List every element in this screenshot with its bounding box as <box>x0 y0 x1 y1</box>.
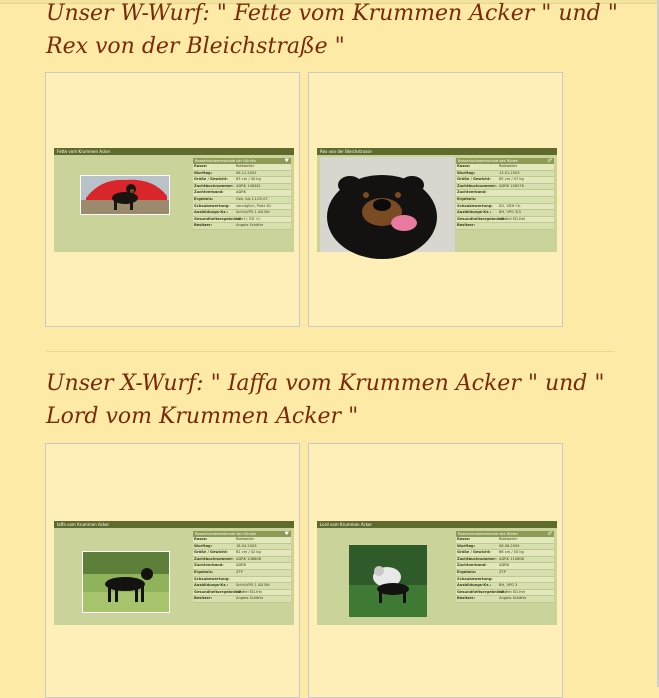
info-key: Ergebnis: <box>457 196 477 201</box>
info-row <box>456 210 554 217</box>
info-key: Rasse: <box>194 164 208 168</box>
info-row <box>456 590 554 597</box>
info-key: Gesundheitsergebnisse: <box>457 589 507 594</box>
info-row <box>193 217 291 224</box>
info-row <box>193 570 291 577</box>
male-icon: ♂ <box>547 531 552 537</box>
info-row <box>193 204 291 211</box>
info-row <box>193 537 291 544</box>
info-value <box>499 197 554 203</box>
info-value: Rottweiler <box>499 537 518 541</box>
info-row <box>456 197 554 204</box>
info-key: Ausbildungs-Kz.: <box>457 583 492 588</box>
dog-info-table <box>193 531 291 603</box>
male-icon: ♂ <box>547 158 552 164</box>
info-value: ADRK <box>499 563 510 568</box>
info-value: Angela Schäfer <box>236 596 264 601</box>
info-key: Zuchtbuchnummer: <box>194 183 234 188</box>
info-row <box>193 210 291 217</box>
info-header <box>193 158 291 164</box>
dog-photo <box>320 157 455 252</box>
info-row <box>193 223 291 230</box>
info-key: Größe / Gewicht: <box>457 177 491 182</box>
info-row <box>456 596 554 603</box>
card-header: Iaffa vom Krummen Acker <box>54 521 294 528</box>
info-row <box>193 197 291 204</box>
info-row <box>456 577 554 584</box>
section-title-x-wurf: Unser X-Wurf: " Iaffa vom Krummen Acker " und " Lord vom Krummen Acker " <box>46 371 605 429</box>
info-value: 13.01.2003 <box>499 170 520 175</box>
info-key: Schaubewertung: <box>194 203 230 208</box>
info-row <box>456 184 554 191</box>
info-key: Schaubewertung: <box>457 576 493 581</box>
thumbnail-rex[interactable] <box>308 72 563 327</box>
info-key: Wurftag: <box>457 170 476 175</box>
dog-photo <box>82 551 170 613</box>
info-row <box>193 590 291 597</box>
info-value: HD +/- ED +/- <box>236 216 261 221</box>
info-row <box>456 570 554 577</box>
info-value: ADRK 106461 <box>236 183 261 188</box>
section-divider <box>46 351 614 352</box>
info-value: BH, VPG 3 <box>499 583 518 588</box>
info-value: Gek. bis 11.05.07 <box>236 196 268 201</box>
card-header: Lord vom Krummen Acker <box>317 521 557 528</box>
info-row <box>456 164 554 171</box>
info-key: Größe / Gewicht: <box>194 550 228 555</box>
dog-card <box>317 521 557 625</box>
info-key: Ergebnis: <box>194 569 214 574</box>
info-row <box>193 550 291 557</box>
info-value: 08.08.2004 <box>499 543 520 548</box>
info-key: Zuchtverband: <box>194 563 224 568</box>
info-key: Besitzer: <box>194 223 213 228</box>
info-value <box>499 577 554 583</box>
info-key: Rasse: <box>457 164 471 168</box>
info-key: Ausbildungs-Kz.: <box>457 210 492 215</box>
info-key: Ausbildungs-Kz.: <box>194 583 229 588</box>
thumbnail-lord[interactable] <box>308 443 563 698</box>
info-header <box>456 531 554 537</box>
info-row <box>456 550 554 557</box>
info-title: Rassehundemerkmale der Hündin <box>195 159 257 163</box>
info-key: Größe / Gewicht: <box>194 177 228 182</box>
info-title: Rassehundemerkmale des Rüden <box>458 159 519 163</box>
info-row <box>456 177 554 184</box>
info-value: Rottweiler <box>236 537 255 541</box>
info-key: Besitzer: <box>457 223 476 228</box>
info-value: HD-frei ED-frei <box>499 589 525 594</box>
dog-info-table <box>456 158 554 230</box>
info-row <box>193 190 291 197</box>
info-key: Zuchtbuchnummer: <box>457 183 497 188</box>
info-value: ZTP <box>499 569 506 574</box>
dog-card <box>54 148 294 252</box>
info-value: 65 cm / 47 kg <box>499 177 524 182</box>
info-key: Zuchtverband: <box>194 190 224 195</box>
info-row <box>193 544 291 551</box>
dog-info-table <box>193 158 291 230</box>
info-value <box>236 577 291 583</box>
info-key: Ergebnis: <box>457 569 477 574</box>
dog-card <box>54 521 294 625</box>
info-key: Rasse: <box>457 537 471 541</box>
dog-info-table <box>456 531 554 603</box>
info-row <box>456 171 554 178</box>
info-row <box>193 583 291 590</box>
info-value: Schh/VPG 1 AD BH <box>236 210 270 215</box>
info-value: ADRK <box>236 563 247 568</box>
info-key: Gesundheitsergebnisse: <box>194 589 244 594</box>
info-key: Zuchtverband: <box>457 190 487 195</box>
card-header: Rex von der Bleichstrasse <box>317 148 557 155</box>
info-row <box>193 177 291 184</box>
info-value: 63 cm / 40 kg <box>236 177 261 182</box>
info-row <box>193 563 291 570</box>
info-value: Angela Schäfer <box>236 223 264 228</box>
info-key: Rasse: <box>194 537 208 541</box>
info-header <box>456 158 554 164</box>
info-value: ADRK 108808 <box>236 556 261 561</box>
info-key: Schaubewertung: <box>457 203 493 208</box>
female-icon: ♥ <box>284 531 289 537</box>
female-icon: ♥ <box>284 158 289 164</box>
card-header: Fette vom Krummen Acker <box>54 148 294 155</box>
dog-card <box>317 148 557 252</box>
info-row <box>193 184 291 191</box>
dog-photo <box>80 175 170 215</box>
info-value: SG, VDH Ch. <box>499 203 522 208</box>
info-key: Gesundheitsergebnisse: <box>194 216 244 221</box>
info-row <box>456 557 554 564</box>
info-value: ADRK <box>236 190 247 195</box>
info-row <box>193 164 291 171</box>
info-row <box>456 544 554 551</box>
thumbnail-fette[interactable] <box>45 72 300 327</box>
info-value: ZTP <box>236 569 243 574</box>
info-row <box>193 577 291 584</box>
info-value: HD-frei ED-frei <box>499 216 525 221</box>
info-row <box>456 537 554 544</box>
info-key: Zuchtbuchnummer: <box>457 556 497 561</box>
info-key: Schaubewertung: <box>194 576 230 581</box>
info-row <box>193 557 291 564</box>
info-title: Rassehundemerkmale der Hündin <box>195 532 257 536</box>
info-value: Schh/VPG 1 AD BH <box>236 583 270 588</box>
info-row <box>456 583 554 590</box>
info-key: Größe / Gewicht: <box>457 550 491 555</box>
info-key: Wurftag: <box>194 170 213 175</box>
info-row <box>456 190 554 197</box>
info-value: vorzüglich, Platz 61 <box>236 203 272 208</box>
info-value: 06.11.2002 <box>236 170 257 175</box>
info-value <box>499 190 554 196</box>
info-value: ADRK 106576 <box>499 183 524 188</box>
info-key: Zuchtbuchnummer: <box>194 556 234 561</box>
info-key: Besitzer: <box>457 596 476 601</box>
info-key: Wurftag: <box>194 543 213 548</box>
info-value: BH, VPG 3/3 <box>499 210 521 215</box>
info-value: Rottweiler <box>499 164 518 168</box>
info-key: Ausbildungs-Kz.: <box>194 210 229 215</box>
info-value: 61 cm / 42 kg <box>236 550 261 555</box>
dog-photo <box>349 545 427 617</box>
thumbnail-iaffa[interactable] <box>45 443 300 698</box>
info-value: Angela Schäfer <box>499 596 527 601</box>
info-row <box>193 596 291 603</box>
info-row <box>456 217 554 224</box>
info-key: Zuchtverband: <box>457 563 487 568</box>
section-title-w-wurf: Unser W-Wurf: " Fette vom Krummen Acker " und " Rex von der Bleichstraße " <box>46 1 618 59</box>
info-value: 18.04.2003 <box>236 543 257 548</box>
info-key: Wurftag: <box>457 543 476 548</box>
info-value: 66 cm / 50 kg <box>499 550 524 555</box>
info-row <box>456 223 554 230</box>
info-key: Gesundheitsergebnisse: <box>457 216 507 221</box>
info-value: Rottweiler <box>236 164 255 168</box>
info-key: Besitzer: <box>194 596 213 601</box>
info-value: ADRK 110806 <box>499 556 524 561</box>
info-value <box>499 223 554 229</box>
info-key: Ergebnis: <box>194 196 214 201</box>
info-row <box>456 204 554 211</box>
info-row <box>456 563 554 570</box>
info-row <box>193 171 291 178</box>
info-value: HD-frei ED-frei <box>236 589 262 594</box>
info-title: Rassehundemerkmale des Rüden <box>458 532 519 536</box>
info-header <box>193 531 291 537</box>
